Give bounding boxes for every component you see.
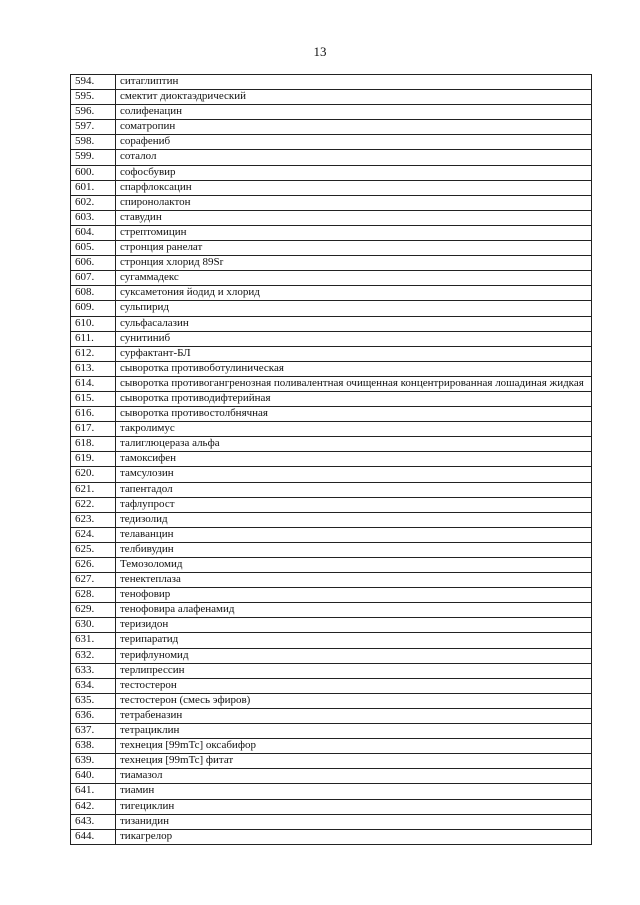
row-number: 622. [71, 497, 116, 512]
table-row [71, 558, 592, 573]
table-row [71, 814, 592, 829]
drug-name: сунитиниб [116, 331, 592, 346]
drug-name: тедизолид [116, 512, 592, 527]
drug-name: технеция [99mTc] оксабифор [116, 739, 592, 754]
table-row [71, 225, 592, 240]
row-number: 598. [71, 135, 116, 150]
drug-name: сыворотка противостолбнячная [116, 407, 592, 422]
row-number: 624. [71, 527, 116, 542]
drug-name: соматропин [116, 120, 592, 135]
drug-name: стронция хлорид 89Sr [116, 256, 592, 271]
row-number: 597. [71, 120, 116, 135]
row-number: 609. [71, 301, 116, 316]
drug-name: тестостерон [116, 678, 592, 693]
row-number: 636. [71, 708, 116, 723]
drug-name: Темозоломид [116, 558, 592, 573]
drug-name: ситаглиптин [116, 75, 592, 90]
table-row [71, 452, 592, 467]
row-number: 630. [71, 618, 116, 633]
table-row [71, 316, 592, 331]
drug-name: соталол [116, 150, 592, 165]
row-number: 640. [71, 769, 116, 784]
drug-name: тафлупрост [116, 497, 592, 512]
row-number: 607. [71, 271, 116, 286]
row-number: 594. [71, 75, 116, 90]
table-row [71, 754, 592, 769]
drug-name: тенектеплаза [116, 573, 592, 588]
drug-name: тапентадол [116, 482, 592, 497]
table-row [71, 482, 592, 497]
row-number: 626. [71, 558, 116, 573]
table-row [71, 256, 592, 271]
row-number: 615. [71, 391, 116, 406]
table-row [71, 271, 592, 286]
table-row [71, 633, 592, 648]
drug-name: солифенацин [116, 105, 592, 120]
table-row [71, 75, 592, 90]
drug-name: тестостерон (смесь эфиров) [116, 693, 592, 708]
table-row [71, 331, 592, 346]
drug-name: терипаратид [116, 633, 592, 648]
row-number: 632. [71, 648, 116, 663]
table-row [71, 165, 592, 180]
drug-name: телаванцин [116, 527, 592, 542]
table-row [71, 829, 592, 844]
drug-name: тамоксифен [116, 452, 592, 467]
row-number: 644. [71, 829, 116, 844]
table-row [71, 497, 592, 512]
row-number: 625. [71, 542, 116, 557]
row-number: 595. [71, 90, 116, 105]
row-number: 613. [71, 361, 116, 376]
page-number: 13 [313, 44, 327, 59]
table-row [71, 542, 592, 557]
row-number: 614. [71, 376, 116, 391]
drug-list-table [70, 74, 592, 845]
drug-name: стрептомицин [116, 225, 592, 240]
table-row [71, 346, 592, 361]
row-number: 603. [71, 210, 116, 225]
table-row [71, 708, 592, 723]
row-number: 641. [71, 784, 116, 799]
table-row [71, 784, 592, 799]
table-row [71, 120, 592, 135]
row-number: 629. [71, 603, 116, 618]
row-number: 620. [71, 467, 116, 482]
drug-name: тамсулозин [116, 467, 592, 482]
row-number: 621. [71, 482, 116, 497]
row-number: 604. [71, 225, 116, 240]
table-row [71, 105, 592, 120]
row-number: 642. [71, 799, 116, 814]
drug-name: тиамин [116, 784, 592, 799]
drug-name: тикагрелор [116, 829, 592, 844]
drug-list-body [71, 75, 592, 845]
row-number: 611. [71, 331, 116, 346]
row-number: 631. [71, 633, 116, 648]
drug-name: такролимус [116, 422, 592, 437]
drug-name: талиглюцераза альфа [116, 437, 592, 452]
drug-name: сорафениб [116, 135, 592, 150]
table-row [71, 648, 592, 663]
table-row [71, 573, 592, 588]
drug-name: спиронолактон [116, 195, 592, 210]
table-row [71, 739, 592, 754]
table-row [71, 588, 592, 603]
table-row [71, 769, 592, 784]
table-row [71, 422, 592, 437]
table-row [71, 135, 592, 150]
table-row [71, 467, 592, 482]
table-row [71, 678, 592, 693]
drug-name: софосбувир [116, 165, 592, 180]
drug-name: технеция [99mTc] фитат [116, 754, 592, 769]
table-row [71, 603, 592, 618]
drug-name: смектит диоктаэдрический [116, 90, 592, 105]
drug-name: сыворотка противодифтерийная [116, 391, 592, 406]
row-number: 608. [71, 286, 116, 301]
row-number: 637. [71, 724, 116, 739]
drug-name: спарфлоксацин [116, 180, 592, 195]
drug-name: тетрабеназин [116, 708, 592, 723]
table-row [71, 391, 592, 406]
row-number: 612. [71, 346, 116, 361]
row-number: 633. [71, 663, 116, 678]
table-row [71, 301, 592, 316]
table-row [71, 407, 592, 422]
table-row [71, 286, 592, 301]
table-row [71, 361, 592, 376]
drug-name: сурфактант-БЛ [116, 346, 592, 361]
table-row [71, 799, 592, 814]
row-number: 596. [71, 105, 116, 120]
row-number: 599. [71, 150, 116, 165]
row-number: 619. [71, 452, 116, 467]
row-number: 623. [71, 512, 116, 527]
row-number: 627. [71, 573, 116, 588]
table-row [71, 724, 592, 739]
drug-name: сыворотка противогангренозная поливалентная очищенная концентрированная лошадиная жидкая [116, 376, 592, 391]
drug-name: сульфасалазин [116, 316, 592, 331]
drug-name: тигециклин [116, 799, 592, 814]
drug-name: тенофовира алафенамид [116, 603, 592, 618]
table-row [71, 437, 592, 452]
table-row [71, 150, 592, 165]
table-row [71, 663, 592, 678]
row-number: 600. [71, 165, 116, 180]
drug-name: тетрациклин [116, 724, 592, 739]
table-row [71, 376, 592, 391]
drug-name: суксаметония йодид и хлорид [116, 286, 592, 301]
drug-name: сугаммадекс [116, 271, 592, 286]
row-number: 610. [71, 316, 116, 331]
row-number: 628. [71, 588, 116, 603]
row-number: 601. [71, 180, 116, 195]
drug-name: тизанидин [116, 814, 592, 829]
drug-name: терлипрессин [116, 663, 592, 678]
row-number: 605. [71, 241, 116, 256]
table-row [71, 210, 592, 225]
table-row [71, 241, 592, 256]
drug-name: сыворотка противоботулиническая [116, 361, 592, 376]
drug-name: стронция ранелат [116, 241, 592, 256]
row-number: 639. [71, 754, 116, 769]
row-number: 618. [71, 437, 116, 452]
drug-name: терифлуномид [116, 648, 592, 663]
row-number: 635. [71, 693, 116, 708]
table-row [71, 512, 592, 527]
drug-name: телбивудин [116, 542, 592, 557]
row-number: 602. [71, 195, 116, 210]
table-row [71, 90, 592, 105]
drug-name: теризидон [116, 618, 592, 633]
drug-name: тиамазол [116, 769, 592, 784]
row-number: 638. [71, 739, 116, 754]
drug-name: тенофовир [116, 588, 592, 603]
drug-name: ставудин [116, 210, 592, 225]
drug-name: сульпирид [116, 301, 592, 316]
table-row [71, 527, 592, 542]
row-number: 634. [71, 678, 116, 693]
row-number: 643. [71, 814, 116, 829]
table-row [71, 618, 592, 633]
table-row [71, 693, 592, 708]
row-number: 617. [71, 422, 116, 437]
table-row [71, 195, 592, 210]
row-number: 606. [71, 256, 116, 271]
row-number: 616. [71, 407, 116, 422]
table-row [71, 180, 592, 195]
